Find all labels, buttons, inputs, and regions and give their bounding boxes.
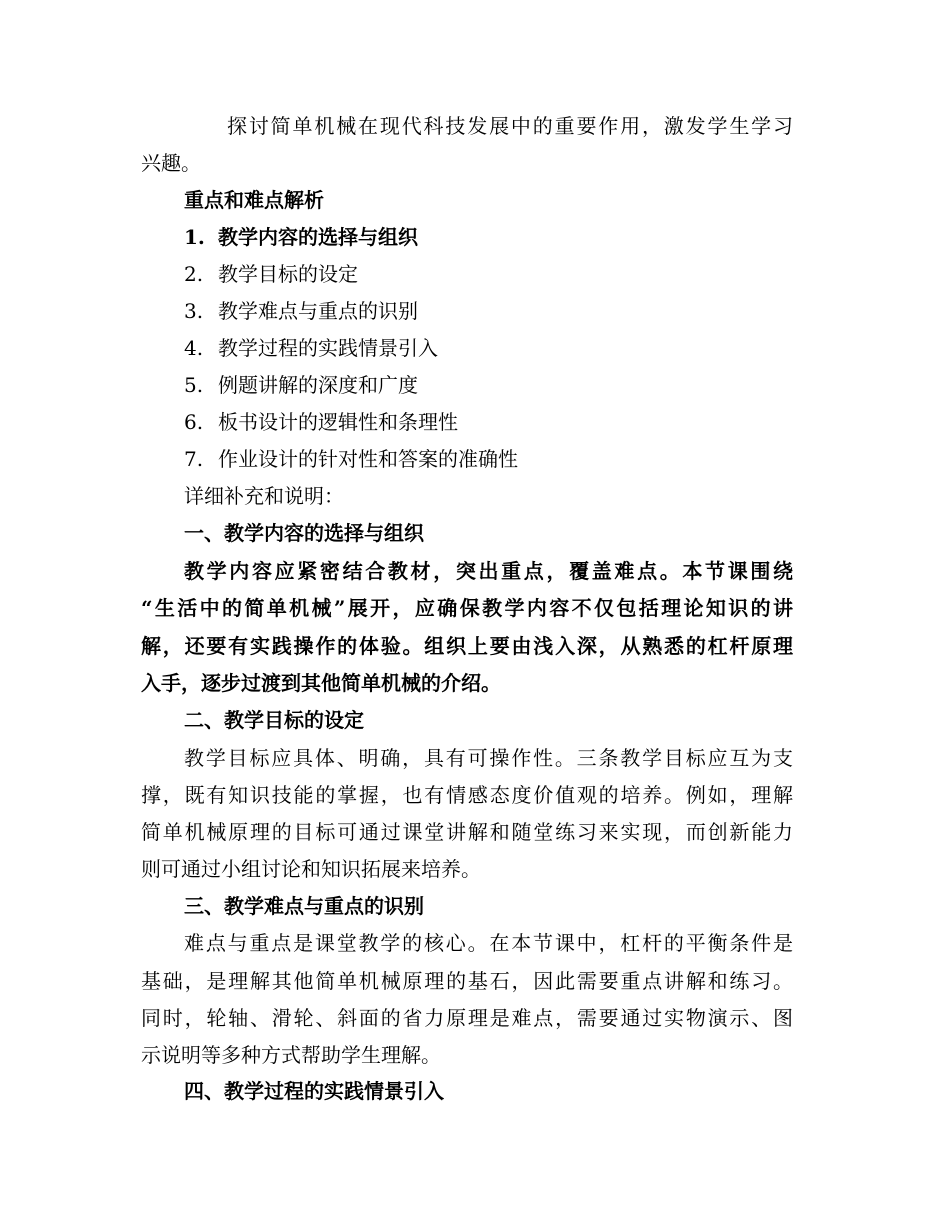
- key-point-number: 1.: [184, 225, 205, 249]
- paragraph-line: 解，还要有实践操作的体验。组织上要由浅入深，从熟悉的杠杆原理: [141, 634, 793, 658]
- paragraph-line: 则可通过小组讨论和知识拓展来培养。: [141, 857, 481, 881]
- section-heading: 二、教学目标的设定: [184, 708, 364, 732]
- key-point-number: 2.: [184, 262, 204, 286]
- section-heading: 三、教学难点与重点的识别: [184, 894, 424, 918]
- key-point-item: [141, 293, 793, 330]
- paragraph-line: 同时，轮轴、滑轮、斜面的省力原理是难点，需要通过实物演示、图: [141, 1006, 793, 1030]
- key-point-text: 教学目标的设定: [218, 262, 358, 286]
- key-point-text: 教学内容的选择与组织: [218, 225, 418, 249]
- key-point-number: 3.: [184, 299, 204, 323]
- section-heading: 一、教学内容的选择与组织: [184, 521, 424, 545]
- key-points-heading: 重点和难点解析: [184, 188, 324, 212]
- key-point-text: 板书设计的逻辑性和条理性: [218, 410, 458, 434]
- intro-line-2: 兴趣。: [141, 151, 201, 175]
- intro-line-1: 探讨简单机械在现代科技发展中的重要作用，激发学生学习: [227, 114, 793, 138]
- paragraph-line: 基础，是理解其他简单机械原理的基石，因此需要重点讲解和练习。: [141, 969, 793, 993]
- key-point-item: [141, 404, 793, 441]
- key-point-number: 6.: [184, 410, 204, 434]
- paragraph-line: 简单机械原理的目标可通过课堂讲解和随堂练习来实现，而创新能力: [141, 820, 793, 844]
- key-point-text: 教学难点与重点的识别: [218, 299, 418, 323]
- paragraph-line: “生活中的简单机械”展开，应确保教学内容不仅包括理论知识的讲: [141, 596, 793, 620]
- key-point-text: 例题讲解的深度和广度: [218, 373, 418, 397]
- key-point-text: 作业设计的针对性和答案的准确性: [218, 447, 518, 471]
- key-point-number: 7.: [184, 447, 204, 471]
- key-point-number: 4.: [184, 336, 204, 360]
- key-point-item: [141, 367, 793, 404]
- key-point-item: [141, 256, 793, 293]
- key-point-item: [141, 219, 793, 256]
- paragraph-line: 教学目标应具体、明确，具有可操作性。三条教学目标应互为支: [184, 746, 793, 770]
- key-point-text: 教学过程的实践情景引入: [218, 336, 438, 360]
- key-point-item: [141, 441, 793, 478]
- key-point-item: [141, 330, 793, 367]
- paragraph-line: 示说明等多种方式帮助学生理解。: [141, 1043, 441, 1067]
- paragraph-line: 撑，既有知识技能的掌握，也有情感态度价值观的培养。例如，理解: [141, 783, 793, 807]
- key-point-number: 5.: [184, 373, 204, 397]
- section-heading: 四、教学过程的实践情景引入: [184, 1079, 444, 1103]
- paragraph-line: 难点与重点是课堂教学的核心。在本节课中，杠杆的平衡条件是: [184, 931, 793, 955]
- paragraph-line: 入手，逐步过渡到其他简单机械的介绍。: [141, 671, 501, 695]
- paragraph-line: 教学内容应紧密结合教材，突出重点，覆盖难点。本节课围绕: [184, 559, 793, 583]
- supplement-heading: 详细补充和说明：: [184, 484, 344, 508]
